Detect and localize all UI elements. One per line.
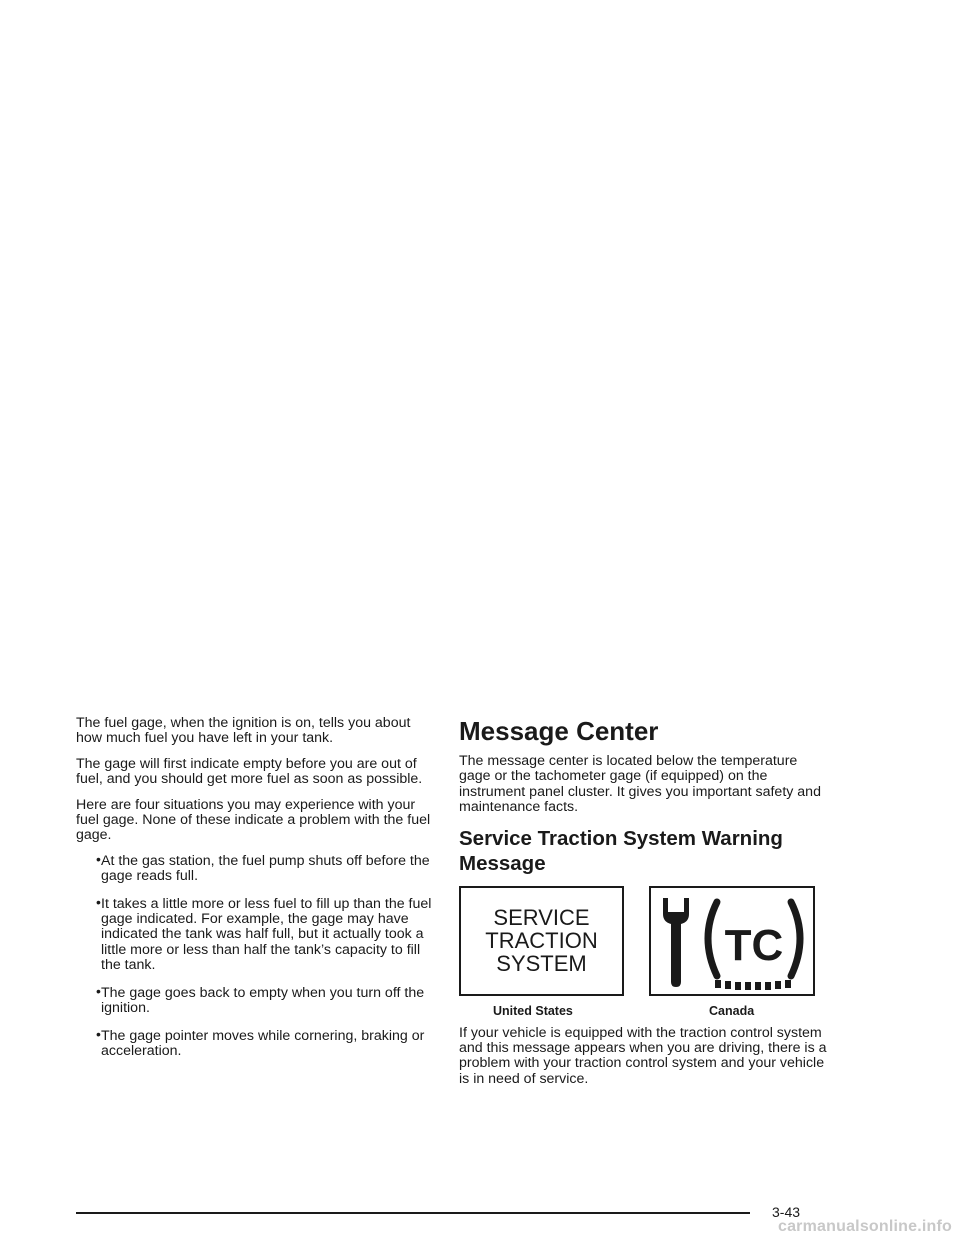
left-column xyxy=(76,716,438,1071)
list-item-text: At the gas station, the fuel pump shuts off before the gage reads full. xyxy=(101,852,430,885)
display-line: SERVICE xyxy=(493,904,590,930)
bullet-icon: • xyxy=(96,850,101,867)
bullet-list xyxy=(76,850,438,1059)
list-item-text: The gage pointer moves while cornering, braking or acceleration. xyxy=(101,1027,425,1059)
page-number: 3-43 xyxy=(772,1204,801,1220)
bullet-icon: • xyxy=(96,982,101,999)
list-item xyxy=(76,850,438,885)
service-traction-text xyxy=(461,906,622,975)
right-column xyxy=(459,716,829,1097)
intro-paragraph: The message center is located below the temperature gage or the tachometer gage (if equipped) on the instrument panel cluster. It gives you important safety and maintenance facts. xyxy=(459,753,821,816)
subsection-heading: Service Traction System Warning Message xyxy=(459,826,783,875)
figure-caption-us: United States xyxy=(493,1003,573,1018)
warning-message-figure xyxy=(459,886,829,1026)
traction-control-wrench-icon xyxy=(651,888,813,994)
list-item xyxy=(76,893,438,974)
list-item-text: The gage goes back to empty when you turn off the ignition. xyxy=(101,984,425,1017)
bullet-icon: • xyxy=(96,893,101,910)
list-item-text: It takes a little more or less fuel to fill up than the fuel gage indicated. For example, the gage may have indicated the tank was half full, but it actually took a little more or less than half the tank’s capacity to fill the tank. xyxy=(101,895,432,974)
footer-rule xyxy=(76,1212,750,1214)
watermark: carmanualsonline.info xyxy=(777,1218,952,1235)
closing-paragraph: If your vehicle is equipped with the traction control system and this message appears when you are driving, there is a problem with your traction control system and your vehicle is in need of service. xyxy=(459,1024,827,1087)
tc-label: TC xyxy=(724,920,784,970)
bullet-icon: • xyxy=(96,1025,101,1042)
list-item xyxy=(76,1025,438,1060)
paragraph: The fuel gage, when the ignition is on, tells you about how much fuel you have left in your tank. xyxy=(76,715,411,747)
section-heading: Message Center xyxy=(459,716,659,746)
list-item xyxy=(76,982,438,1017)
paragraph: Here are four situations you may experience with your fuel gage. None of these indicate a problem with the fuel gage. xyxy=(76,796,431,844)
paragraph: The gage will first indicate empty before you are out of fuel, and you should get more fuel as soon as possible. xyxy=(76,755,423,788)
us-message-display xyxy=(459,886,624,996)
display-line: TRACTION xyxy=(485,927,598,953)
canada-message-display xyxy=(649,886,815,996)
figure-caption-canada: Canada xyxy=(709,1003,755,1018)
display-line: SYSTEM xyxy=(496,950,587,976)
